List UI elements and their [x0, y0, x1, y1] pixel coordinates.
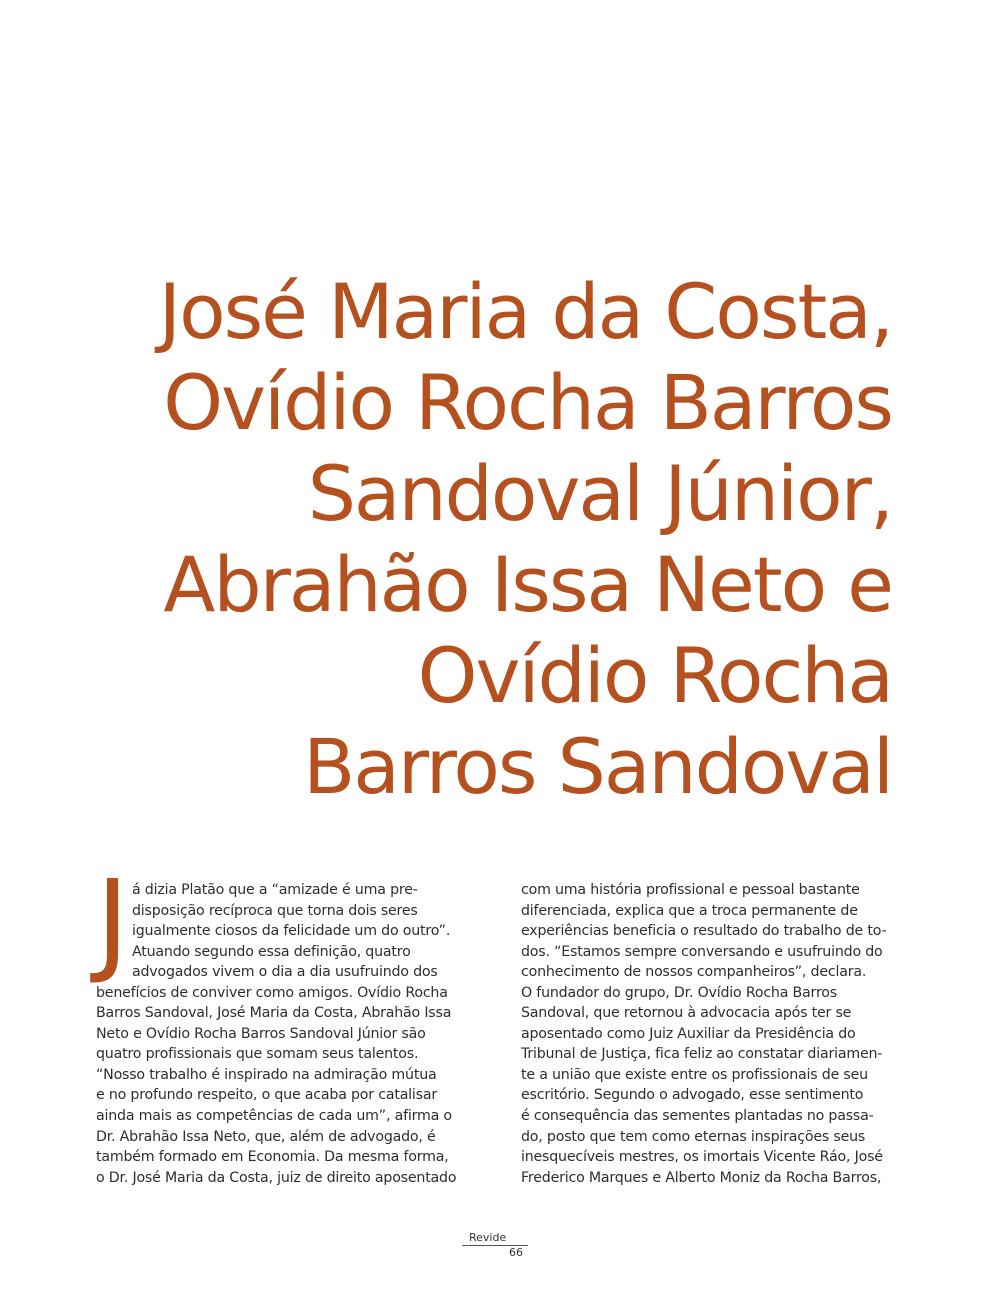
headline-line: Abrahão Issa Neto e — [163, 540, 892, 629]
headline-line: Barros Sandoval — [303, 722, 892, 811]
magazine-name: Revide — [469, 1231, 507, 1244]
headline-line: Ovídio Rocha — [417, 631, 892, 720]
text-line: disposição recíproca que torna dois seres — [132, 902, 418, 919]
text-line: também formado em Economia. Da mesma forma, — [96, 1149, 449, 1166]
text-line: experiências beneficia o resultado do trabalho de to- — [521, 923, 887, 940]
text-line: conhecimento de nossos companheiros”, declara. — [521, 964, 867, 981]
headline-line: José Maria da Costa, — [158, 267, 892, 356]
text-line: aposentado como Juiz Auxiliar da Presidência do — [521, 1025, 856, 1042]
text-line: Atuando segundo essa definição, quatro — [132, 943, 411, 960]
text-line: O fundador do grupo, Dr. Ovídio Rocha Barros — [521, 984, 837, 1001]
headline-line: Sandoval Júnior, — [307, 449, 892, 538]
page-number: 66 — [509, 1246, 523, 1259]
text-line: Tribunal de Justiça, fica feliz ao constatar diariamen- — [521, 1046, 883, 1063]
text-line: te a união que existe entre os profissionais de seu — [521, 1066, 868, 1083]
text-line: dos. “Estamos sempre conversando e usufruindo do — [521, 943, 883, 960]
text-line: á dizia Platão que a “amizade é uma pre- — [132, 882, 418, 898]
article-left-column — [96, 880, 470, 1188]
text-line: escritório. Segundo o advogado, esse sentimento — [521, 1087, 864, 1104]
drop-cap: J — [96, 857, 130, 987]
text-line: e no profundo respeito, o que acaba por catalisar — [96, 1087, 437, 1104]
text-line: Neto e Ovídio Rocha Barros Sandoval Júnior são — [96, 1025, 426, 1042]
text-line: Barros Sandoval, José Maria da Costa, Abrahão Issa — [96, 1005, 452, 1022]
text-line: o Dr. José Maria da Costa, juiz de direito aposentado — [96, 1169, 457, 1186]
text-line: quatro profissionais que somam seus talentos. — [96, 1046, 419, 1063]
text-line: do, posto que tem como eternas inspirações seus — [521, 1128, 866, 1145]
text-line: igualmente ciosos da felicidade um do outro”. — [132, 923, 451, 940]
article-right-column — [521, 880, 895, 1188]
text-line: ainda mais as competências de cada um”, afirma o — [96, 1108, 452, 1125]
text-line: benefícios de conviver como amigos. Ovídio Rocha — [96, 984, 448, 1001]
text-line: é consequência das sementes plantadas no passa- — [521, 1108, 874, 1125]
text-line: advogados vivem o dia a dia usufruindo dos — [132, 964, 438, 981]
text-line: diferenciada, explica que a troca permanente de — [521, 902, 858, 919]
text-line: Frederico Marques e Alberto Moniz da Rocha Barros, — [521, 1169, 882, 1186]
text-line: Sandoval, que retornou à advocacia após ter se — [521, 1005, 852, 1022]
text-line: “Nosso trabalho é inspirado na admiração mútua — [96, 1066, 437, 1083]
text-line: Dr. Abrahão Issa Neto, que, além de advogado, é — [96, 1128, 436, 1145]
headline — [60, 266, 892, 812]
text-line: inesquecíveis mestres, os imortais Vicente Ráo, José — [521, 1149, 883, 1166]
headline-line: Ovídio Rocha Barros — [163, 358, 892, 447]
text-line: com uma história profissional e pessoal bastante — [521, 882, 860, 898]
